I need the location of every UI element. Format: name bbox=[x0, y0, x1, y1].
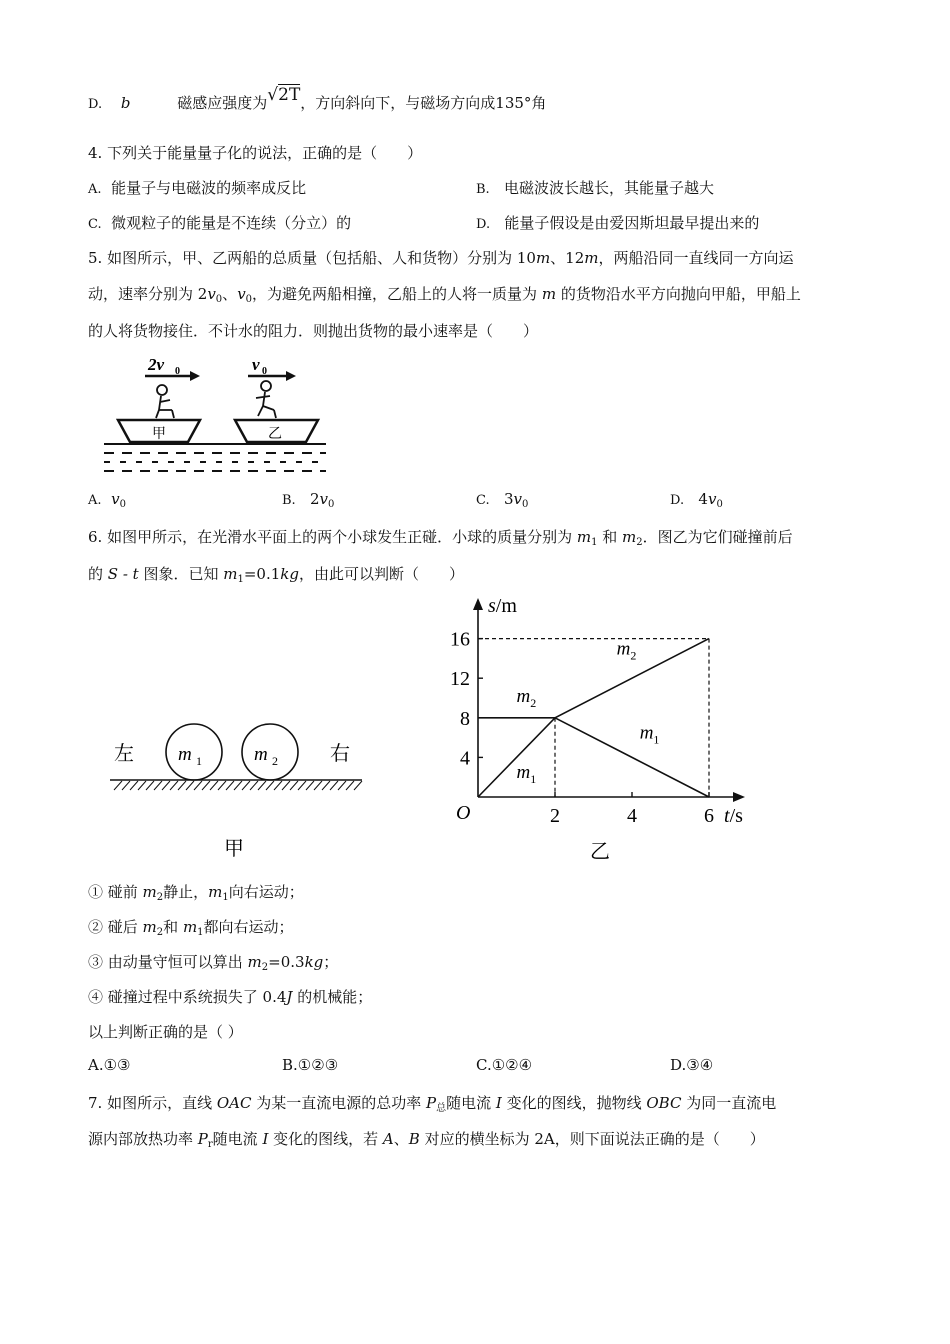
q5-option-c bbox=[476, 490, 528, 510]
hatch-mark bbox=[242, 781, 250, 790]
x-axis-label: t/s bbox=[724, 805, 743, 827]
hatch-mark bbox=[218, 781, 226, 790]
var: J bbox=[286, 988, 293, 1006]
y-tick-label: 16 bbox=[450, 628, 470, 651]
q4-option-a bbox=[88, 177, 306, 198]
text: 为某一直流电源的总功率 bbox=[251, 1094, 427, 1112]
q4-stem: 4. 下列关于能量量子化的说法，正确的是（ ） bbox=[88, 144, 423, 162]
var-m: m bbox=[535, 249, 551, 267]
text: ② 碰后 bbox=[88, 918, 143, 936]
q6-line-1 bbox=[88, 526, 793, 548]
var: m bbox=[142, 918, 157, 936]
ball-m1 bbox=[166, 724, 222, 780]
var-a: A bbox=[382, 1130, 394, 1148]
hatch-mark bbox=[354, 781, 362, 790]
option-var: v bbox=[111, 490, 120, 508]
text: 、12 bbox=[550, 249, 585, 267]
option-label: A. bbox=[88, 1056, 104, 1074]
var-p: P bbox=[426, 1094, 437, 1112]
text: 的货物沿水平方向抛向甲船，甲船上 bbox=[556, 285, 801, 303]
q5-line-3: 的人将货物接住．不计水的阻力．则抛出货物的最小速率是（ ） bbox=[88, 322, 539, 340]
q6-option-a bbox=[88, 1056, 131, 1074]
arrow-left-head bbox=[190, 371, 200, 381]
subscript: r bbox=[207, 1139, 213, 1150]
q4-option-c bbox=[88, 212, 351, 233]
svg-text:v: v bbox=[252, 355, 260, 374]
svg-text:0: 0 bbox=[175, 366, 180, 377]
var-st: S - t bbox=[107, 565, 139, 583]
q6-option-c bbox=[476, 1056, 532, 1074]
ball-m1-sub: 1 bbox=[196, 754, 202, 768]
hatch-mark bbox=[346, 781, 354, 790]
balls-figure bbox=[100, 710, 370, 870]
text: 随电流 bbox=[446, 1094, 496, 1112]
ball-m2 bbox=[242, 724, 298, 780]
subscript: 1 bbox=[591, 537, 598, 548]
q5-line-1 bbox=[88, 247, 794, 268]
ground-hatch bbox=[114, 781, 362, 790]
q3-option-d bbox=[88, 85, 547, 113]
hatch-mark bbox=[274, 781, 282, 790]
y-tick-label: 8 bbox=[460, 707, 470, 730]
option-label: D. bbox=[476, 217, 491, 232]
option-label: B. bbox=[282, 1056, 298, 1074]
hatch-mark bbox=[130, 781, 138, 790]
subscript: 2 bbox=[156, 927, 164, 938]
var: m bbox=[142, 883, 157, 901]
option-var: v bbox=[319, 490, 329, 508]
option-coef: 3 bbox=[503, 490, 514, 508]
option-text: 微观粒子的能量是不连续（分立）的 bbox=[111, 214, 352, 232]
person-right bbox=[256, 381, 276, 418]
hatch-mark bbox=[322, 781, 330, 790]
option-text: ①②④ bbox=[491, 1056, 533, 1074]
subscript: 2 bbox=[261, 962, 269, 973]
hatch-mark bbox=[258, 781, 266, 790]
subscript: 1 bbox=[237, 574, 244, 585]
option-text: 磁感应强度为 bbox=[177, 94, 268, 112]
text: ① 碰前 bbox=[88, 883, 143, 901]
text: 7. 如图所示，直线 bbox=[88, 1094, 217, 1112]
boat-right bbox=[235, 420, 318, 442]
hatch-mark bbox=[290, 781, 298, 790]
option-coef: 2 bbox=[310, 490, 320, 508]
q4-option-b bbox=[476, 177, 714, 198]
ball-m1-label: m bbox=[178, 744, 192, 765]
arrow-right-head bbox=[286, 371, 296, 381]
var-v: v bbox=[237, 285, 246, 303]
var: m bbox=[208, 883, 223, 901]
text: ．图乙为它们碰撞前后 bbox=[642, 528, 793, 546]
water-lines bbox=[104, 444, 326, 471]
text: ，由此可以判断（ ） bbox=[299, 565, 465, 583]
q6-statement bbox=[88, 916, 294, 938]
sqrt-expression: √2T bbox=[267, 85, 301, 105]
text: 源内部放热功率 bbox=[88, 1130, 198, 1148]
text: 和 bbox=[163, 918, 183, 936]
label-left: 左 bbox=[114, 743, 134, 765]
hatch-mark bbox=[138, 781, 146, 790]
text: 5. 如图所示，甲、乙两船的总质量（包括船、人和货物）分别为 10 bbox=[88, 249, 536, 267]
speed-label-right bbox=[252, 355, 267, 377]
option-label: A. bbox=[88, 182, 102, 197]
q7-line-2 bbox=[88, 1128, 765, 1150]
q5-line-2 bbox=[88, 283, 801, 305]
caption-yi: 乙 bbox=[590, 841, 610, 863]
speed-label-left bbox=[147, 355, 180, 377]
text: ③ 由动量守恒可以算出 bbox=[88, 953, 248, 971]
subscript: 0 bbox=[716, 499, 723, 510]
text: =0.3 bbox=[268, 953, 305, 971]
var-v: v bbox=[207, 285, 216, 303]
q5-option-d bbox=[670, 490, 723, 510]
option-label: A. bbox=[88, 493, 102, 508]
svg-text:0: 0 bbox=[262, 366, 267, 377]
origin-label: O bbox=[456, 802, 471, 824]
option-text: 能量子假设是由爱因斯坦最早提出来的 bbox=[504, 214, 760, 232]
option-label: C. bbox=[88, 217, 102, 232]
option-coef: 4 bbox=[698, 490, 708, 508]
hatch-mark bbox=[186, 781, 194, 790]
option-text: ①③ bbox=[103, 1056, 131, 1074]
option-label: B. bbox=[476, 182, 490, 197]
hatch-mark bbox=[282, 781, 290, 790]
y-axis-arrow bbox=[473, 598, 483, 610]
y-tick-label: 12 bbox=[450, 668, 470, 691]
hatch-mark bbox=[234, 781, 242, 790]
text: 、 bbox=[222, 285, 238, 303]
option-text: ①②③ bbox=[297, 1056, 339, 1074]
series-m2 bbox=[478, 639, 709, 718]
var-m: m bbox=[223, 565, 238, 583]
text: 6. 如图甲所示，在光滑水平面上的两个小球发生正碰．小球的质量分别为 bbox=[88, 528, 577, 546]
var-m: m bbox=[576, 528, 592, 546]
var-p: P bbox=[197, 1130, 208, 1148]
q6-statement bbox=[88, 951, 338, 973]
svg-text:甲: 甲 bbox=[152, 427, 166, 442]
hatch-mark bbox=[194, 781, 202, 790]
option-text: ③④ bbox=[686, 1056, 714, 1074]
q6-statement bbox=[88, 881, 304, 903]
var-obc: OBC bbox=[646, 1094, 682, 1112]
option-var: v bbox=[513, 490, 522, 508]
hatch-mark bbox=[266, 781, 274, 790]
var-m: m bbox=[622, 528, 637, 546]
hatch-mark bbox=[298, 781, 306, 790]
q6-option-d bbox=[670, 1056, 713, 1074]
var-i: I bbox=[262, 1130, 269, 1148]
hatch-mark bbox=[250, 781, 258, 790]
x-axis-arrow bbox=[733, 792, 745, 802]
subscript: 总 bbox=[436, 1103, 447, 1114]
hatch-mark bbox=[314, 781, 322, 790]
option-label: C. bbox=[476, 493, 490, 508]
subscript: 0 bbox=[245, 294, 253, 305]
subscript: 0 bbox=[119, 499, 126, 510]
var: m bbox=[247, 953, 262, 971]
q6-statement bbox=[88, 986, 372, 1007]
text: 随电流 bbox=[212, 1130, 263, 1148]
text: 、 bbox=[393, 1130, 409, 1148]
hatch-mark bbox=[178, 781, 186, 790]
q5-option-b bbox=[282, 490, 334, 510]
option-text: 电磁波波长越长，其能量子越大 bbox=[504, 179, 715, 197]
var-i: I bbox=[495, 1094, 502, 1112]
text: ，两船沿同一直线同一方向运 bbox=[598, 249, 794, 267]
unit-kg: kg bbox=[280, 565, 299, 583]
series-m1 bbox=[478, 718, 709, 797]
hatch-mark bbox=[162, 781, 170, 790]
boats-figure bbox=[100, 350, 330, 480]
option-text: 能量子与电磁波的频率成反比 bbox=[111, 179, 307, 197]
hatch-mark bbox=[146, 781, 154, 790]
series-label: $m_2$ bbox=[516, 685, 537, 710]
subscript: 2 bbox=[636, 537, 643, 548]
text: ； bbox=[323, 953, 339, 971]
option-variable: b bbox=[120, 94, 131, 112]
var-m: m bbox=[584, 249, 599, 267]
st-chart bbox=[440, 590, 770, 870]
boat-left bbox=[118, 420, 200, 442]
x-tick-label: 6 bbox=[704, 805, 714, 827]
hatch-mark bbox=[306, 781, 314, 790]
hatch-mark bbox=[202, 781, 210, 790]
text: 变化的图线，抛物线 bbox=[501, 1094, 647, 1112]
subscript: 0 bbox=[215, 294, 223, 305]
q4-option-d bbox=[476, 212, 759, 233]
var-m: m bbox=[541, 285, 557, 303]
hatch-mark bbox=[170, 781, 178, 790]
subscript: 1 bbox=[222, 892, 229, 903]
text: ，为避免两船相撞，乙船上的人将一质量为 bbox=[252, 285, 542, 303]
text: 动，速率分别为 2 bbox=[88, 285, 208, 303]
hatch-mark bbox=[154, 781, 162, 790]
svg-text:乙: 乙 bbox=[268, 427, 282, 442]
x-tick-label: 4 bbox=[627, 805, 637, 827]
hatch-mark bbox=[122, 781, 130, 790]
text: 都向右运动； bbox=[203, 918, 294, 936]
series-label: $m_1$ bbox=[516, 762, 537, 787]
subscript: 2 bbox=[156, 892, 164, 903]
option-label: D. bbox=[670, 1056, 687, 1074]
q6-option-b bbox=[282, 1056, 338, 1074]
option-label: B. bbox=[282, 493, 296, 508]
text: 为同一直流电 bbox=[681, 1094, 777, 1112]
subscript: 0 bbox=[328, 499, 335, 510]
x-tick-label: 2 bbox=[550, 805, 560, 827]
hatch-mark bbox=[338, 781, 346, 790]
hatch-mark bbox=[210, 781, 218, 790]
var: kg bbox=[304, 953, 324, 971]
person-left bbox=[156, 385, 174, 418]
q7-line-1 bbox=[88, 1092, 776, 1114]
option-label: C. bbox=[476, 1056, 492, 1074]
text: 图象．已知 bbox=[138, 565, 224, 583]
var-oac: OAC bbox=[216, 1094, 252, 1112]
text: 向右运动； bbox=[228, 883, 304, 901]
sqrt-argument: 2T bbox=[278, 85, 301, 105]
ball-m2-sub: 2 bbox=[272, 754, 278, 768]
svg-text:2v: 2v bbox=[148, 355, 165, 374]
q6-conclusion: 以上判断正确的是（ ） bbox=[88, 1023, 243, 1041]
text: 静止， bbox=[163, 883, 209, 901]
option-var: v bbox=[707, 490, 717, 508]
subscript: 1 bbox=[197, 927, 204, 938]
option-label: D. bbox=[670, 493, 685, 508]
ball-m2-label: m bbox=[254, 744, 268, 765]
text: 的 bbox=[88, 565, 108, 583]
option-label: D. bbox=[88, 97, 103, 112]
q5-option-a bbox=[88, 490, 126, 510]
subscript: 0 bbox=[521, 499, 529, 510]
option-text-after: ，方向斜向下，与磁场方向成135°角 bbox=[300, 94, 547, 112]
hatch-mark bbox=[330, 781, 338, 790]
label-right: 右 bbox=[330, 743, 350, 765]
y-axis-label: s/m bbox=[488, 595, 517, 617]
y-tick-label: 4 bbox=[460, 747, 470, 770]
text: =0.1 bbox=[243, 565, 281, 583]
text: 的机械能； bbox=[292, 988, 373, 1006]
text: ④ 碰撞过程中系统损失了 0.4 bbox=[88, 988, 287, 1006]
text: 对应的横坐标为 2A，则下面说法正确的是（ ） bbox=[419, 1130, 765, 1148]
text: 变化的图线，若 bbox=[268, 1130, 383, 1148]
text: 和 bbox=[597, 528, 623, 546]
var-b: B bbox=[408, 1130, 420, 1148]
hatch-mark bbox=[226, 781, 234, 790]
hatch-mark bbox=[114, 781, 122, 790]
var: m bbox=[182, 918, 198, 936]
series-label: $m_2$ bbox=[616, 638, 637, 663]
series-label: $m_1$ bbox=[639, 722, 660, 747]
q6-line-2 bbox=[88, 563, 464, 585]
caption-jia: 甲 bbox=[224, 838, 244, 860]
